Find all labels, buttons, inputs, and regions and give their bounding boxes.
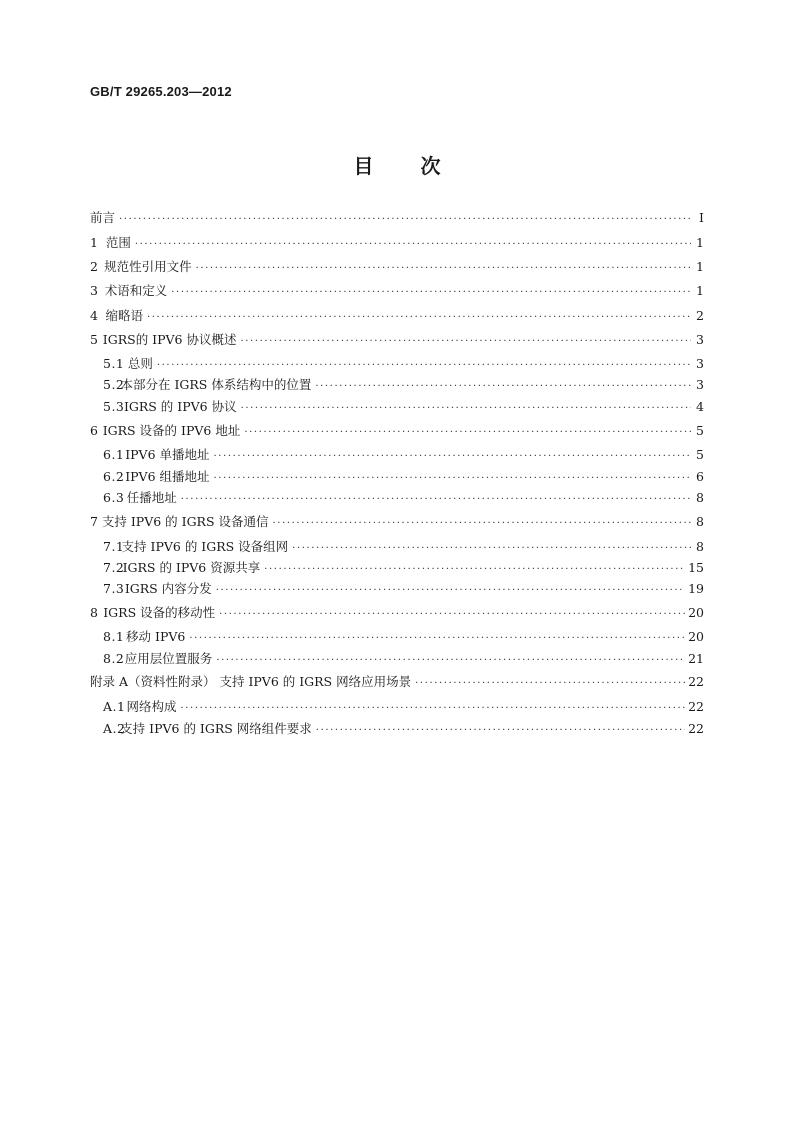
toc-dot-leader: [241, 401, 691, 417]
toc-dot-leader: [171, 285, 691, 301]
toc-entry-number: 5.3: [103, 399, 125, 414]
toc-entry-page: 3: [696, 356, 704, 371]
toc-dot-leader: [244, 425, 691, 441]
toc-entry-label: IGRS 设备的 IPV6 地址: [102, 423, 241, 438]
toc-entry[interactable]: [90, 308, 704, 326]
toc-entry-page: 19: [688, 581, 704, 596]
toc-entry-page: 6: [696, 469, 704, 484]
toc-dot-leader: [119, 212, 691, 228]
toc-entry-page: 3: [696, 332, 704, 347]
page-title: 目 次: [353, 154, 441, 178]
toc-entry-page: 8: [696, 539, 704, 554]
toc-dot-leader: [147, 310, 691, 326]
toc-entry-label: IGRS的 IPV6 协议概述: [102, 332, 237, 347]
toc-entry-number: 7: [90, 514, 98, 529]
toc-entry[interactable]: [90, 399, 704, 417]
toc-entry-number: 5.2: [103, 377, 125, 392]
toc-entry[interactable]: [90, 721, 704, 739]
toc-entry-page: 1: [696, 259, 704, 274]
toc-entry-page: 20: [688, 605, 704, 620]
toc-entry-number: 5: [90, 332, 98, 347]
toc-entry-page: 5: [696, 423, 704, 438]
toc-entry[interactable]: [90, 490, 704, 508]
toc-dot-leader: [189, 631, 685, 647]
toc-entry-page: 2: [696, 308, 704, 323]
toc-entry[interactable]: [90, 210, 704, 228]
toc-entry-page: 5: [696, 447, 704, 462]
toc-entry-page: 8: [696, 514, 704, 529]
toc-dot-leader: [315, 379, 691, 395]
toc-dot-leader: [415, 676, 685, 692]
toc-entry-label: 支持 IPV6 的 IGRS 设备组网: [121, 539, 289, 554]
toc-entry-label: 附录 A（资料性附录） 支持 IPV6 的 IGRS 网络应用场景: [90, 674, 412, 689]
toc-dot-leader: [214, 449, 691, 465]
toc-entry-page: 15: [688, 560, 704, 575]
toc-entry-label: 范围: [105, 235, 131, 250]
toc-entry-label: IPV6 单播地址: [125, 447, 210, 462]
toc-entry-page: 1: [696, 235, 704, 250]
toc-dot-leader: [316, 723, 685, 739]
toc-entry-number: 4: [90, 308, 98, 323]
toc-entry-page: 20: [688, 629, 704, 644]
toc-entry-label: IGRS 的 IPV6 协议: [123, 399, 237, 414]
toc-entry[interactable]: [90, 377, 704, 395]
toc-entry-label: 网络构成: [126, 699, 177, 714]
toc-dot-leader: [135, 237, 691, 253]
toc-dot-leader: [264, 562, 685, 578]
toc-entry-label: 缩略语: [105, 308, 143, 323]
toc-entry-label: 任播地址: [126, 490, 177, 505]
toc-dot-leader: [196, 261, 691, 277]
toc-entry-number: 6.1: [103, 447, 125, 462]
toc-entry[interactable]: [90, 514, 704, 532]
toc-entry[interactable]: [90, 447, 704, 465]
toc-entry-number: 8: [90, 605, 98, 620]
toc-dot-leader: [216, 653, 685, 669]
toc-entry[interactable]: [90, 629, 704, 647]
toc-entry[interactable]: [90, 651, 704, 669]
toc-entry-number: A.1: [103, 699, 126, 714]
toc-entry-page: Ⅰ: [699, 210, 704, 225]
toc-entry-label: 前言: [90, 210, 116, 225]
toc-entry-label: 本部分在 IGRS 体系结构中的位置: [120, 377, 312, 392]
toc-entry-label: IGRS 的 IPV6 资源共享: [122, 560, 261, 575]
toc-dot-leader: [216, 583, 685, 599]
toc-entry[interactable]: [90, 539, 704, 557]
toc-entry-number: 6.2: [103, 469, 125, 484]
toc-entry-page: 22: [688, 721, 704, 736]
toc-entry-number: 3: [90, 283, 98, 298]
toc-entry-page: 22: [688, 674, 704, 689]
toc-entry-page: 21: [688, 651, 704, 666]
toc-entry-number: 1: [90, 235, 98, 250]
toc-entry-label: 支持 IPV6 的 IGRS 设备通信: [101, 514, 269, 529]
toc-entry-number: 8.2: [103, 651, 125, 666]
toc-entry-number: 7.3: [103, 581, 125, 596]
toc-entry-number: 6: [90, 423, 98, 438]
toc-entry[interactable]: [90, 423, 704, 441]
toc-entry-label: IGRS 内容分发: [124, 581, 212, 596]
toc-entry-number: 5.1: [103, 356, 125, 371]
standard-code: GB/T 29265.203—2012: [90, 84, 232, 99]
toc-dot-leader: [292, 541, 691, 557]
toc-entry[interactable]: [90, 605, 704, 623]
toc-entry[interactable]: [90, 560, 704, 578]
toc-entry-number: 2: [90, 259, 98, 274]
toc-entry-label: 支持 IPV6 的 IGRS 网络组件要求: [120, 721, 312, 736]
toc-dot-leader: [157, 358, 691, 374]
toc-entry[interactable]: [90, 235, 704, 253]
toc-entry-label: 移动 IPV6: [126, 629, 186, 644]
toc-entry-number: A.2: [103, 721, 126, 736]
toc-entry[interactable]: [90, 356, 704, 374]
toc-entry-label: 应用层位置服务: [124, 651, 213, 666]
toc-dot-leader: [273, 516, 691, 532]
toc-dot-leader: [214, 471, 691, 487]
toc-entry[interactable]: [90, 259, 704, 277]
toc-entry-page: 8: [696, 490, 704, 505]
toc-entry[interactable]: [90, 699, 704, 717]
toc-entry-label: IPV6 组播地址: [125, 469, 210, 484]
toc-entry[interactable]: [90, 332, 704, 350]
toc-entry[interactable]: [90, 283, 704, 301]
toc-entry-number: 6.3: [103, 490, 125, 505]
toc-entry-number: 7.1: [103, 539, 125, 554]
toc-dot-leader: [180, 701, 685, 717]
toc-entry-label: 规范性引用文件: [104, 259, 192, 274]
toc-entry-number: 8.1: [103, 629, 125, 644]
toc-entry-page: 3: [696, 377, 704, 392]
toc-entry-page: 1: [696, 283, 704, 298]
toc-dot-leader: [240, 334, 691, 350]
toc-entry[interactable]: [90, 674, 704, 692]
toc-entry[interactable]: [90, 469, 704, 487]
toc-entry[interactable]: [90, 581, 704, 599]
toc-entry-label: IGRS 设备的移动性: [103, 605, 216, 620]
toc-entry-page: 22: [688, 699, 704, 714]
toc-dot-leader: [219, 607, 685, 623]
toc-entry-label: 术语和定义: [104, 283, 168, 298]
toc-entry-label: 总则: [127, 356, 153, 371]
toc-entry-number: 7.2: [103, 560, 125, 575]
toc-dot-leader: [181, 492, 691, 508]
toc-entry-page: 4: [696, 399, 704, 414]
